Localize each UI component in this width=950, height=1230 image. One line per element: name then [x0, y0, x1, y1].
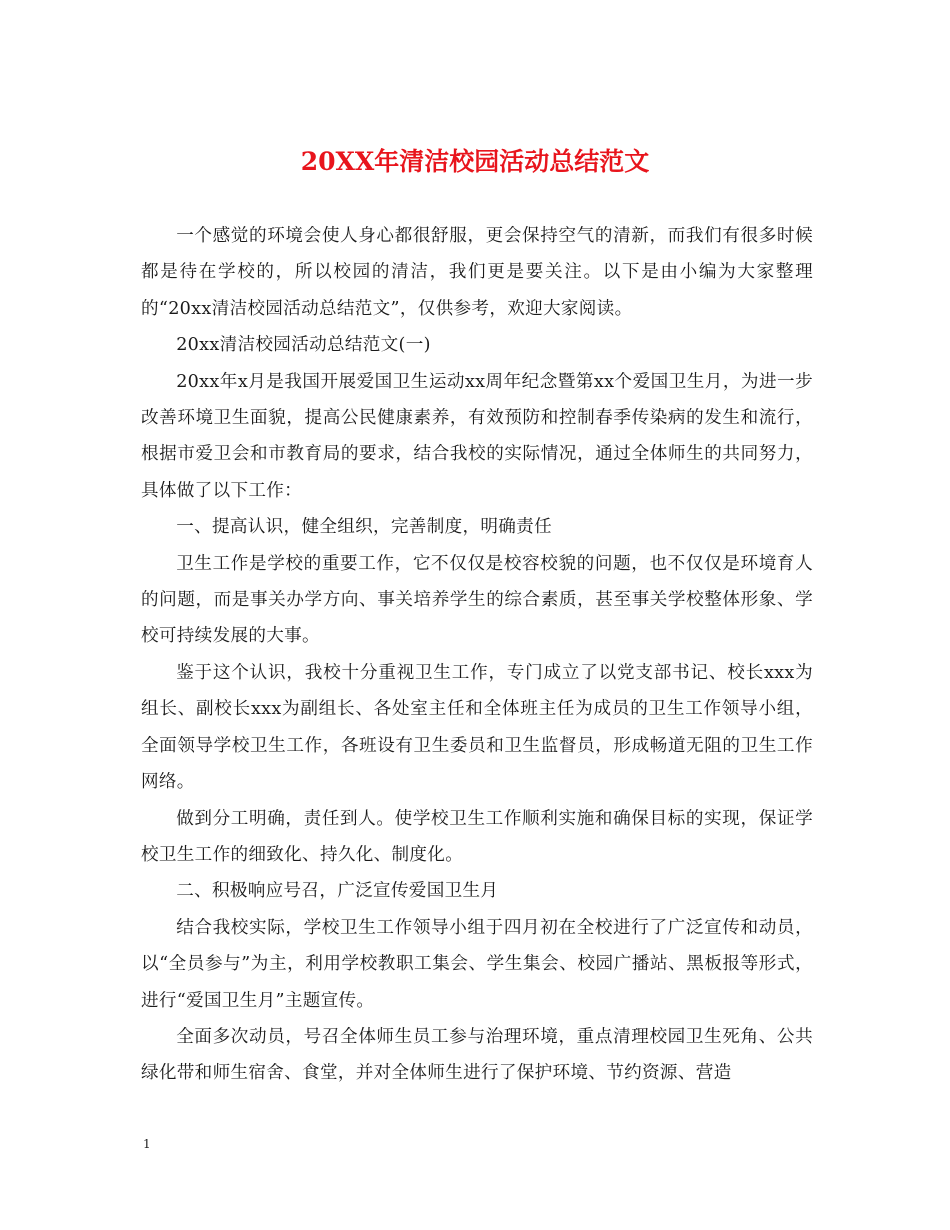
body-paragraph: 鉴于这个认识，我校十分重视卫生工作，专门成立了以党支部书记、校长xxx为组长、副校长xxx为副组长、各处室主任和全体班主任为成员的卫生工作领导小组，全面领导学校卫生工作，各班设有卫生委员和卫生监督员，形成畅道无阻的卫生工作网络。 — [141, 662, 813, 793]
body-paragraph: 20xx年x月是我国开展爱国卫生运动xx周年纪念暨第xx个爱国卫生月，为进一步改善环境卫生面貌，提高公民健康素养，有效预防和控制春季传染病的发生和流行，根据市爱卫会和市教育局的要求，结合我校的实际情况，通过全体师生的共同努力，具体做了以下工作： — [141, 371, 813, 501]
body-paragraph: 结合我校实际，学校卫生工作领导小组于四月初在全校进行了广泛宣传和动员，以“全员参与”为主，利用学校教职工集会、学生集会、校园广播站、黑板报等形式，进行“爱国卫生月”主题宣传。 — [141, 917, 813, 1011]
section-heading-two: 二、积极响应号召，广泛宣传爱国卫生月 — [176, 881, 499, 902]
body-paragraph: 全面多次动员，号召全体师生员工参与治理环境，重点清理校园卫生死角、公共绿化带和师生宿舍、食堂，并对全体师生进行了保护环境、节约资源、营造 — [141, 1026, 813, 1084]
document-title: 20XX年清洁校园活动总结范文 — [300, 147, 650, 176]
body-paragraph: 卫生工作是学校的重要工作，它不仅仅是校容校貌的问题，也不仅仅是环境育人的问题，而是事关办学方向、事关培养学生的综合素质，甚至事关学校整体形象、学校可持续发展的大事。 — [141, 553, 813, 647]
intro-paragraph: 一个感觉的环境会使人身心都很舒服，更会保持空气的清新，而我们有很多时候都是待在学校的，所以校园的清洁，我们更是要关注。以下是由小编为大家整理的“20xx清洁校园活动总结范文”，仅供参考，欢迎大家阅读。 — [141, 226, 813, 319]
body-paragraph: 做到分工明确，责任到人。使学校卫生工作顺利实施和确保目标的实现，保证学校卫生工作的细致化、持久化、制度化。 — [141, 808, 813, 865]
section-heading-one: 一、提高认识，健全组织，完善制度，明确责任 — [176, 517, 552, 538]
document-body — [141, 218, 813, 1092]
page-number: 1 — [143, 1137, 151, 1151]
section-heading-part-one: 20xx清洁校园活动总结范文(一) — [176, 335, 431, 356]
